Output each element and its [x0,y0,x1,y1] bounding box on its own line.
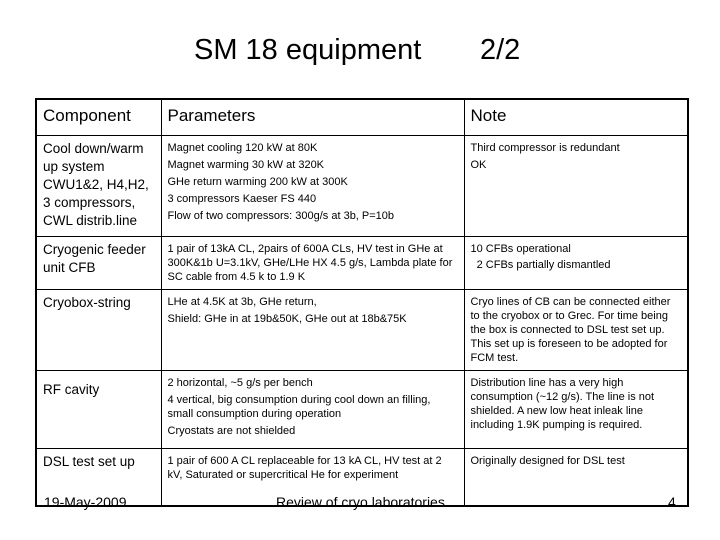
parameters-cell [161,371,464,449]
note-cell [464,136,688,237]
component-line: Cool down/warm up system [43,141,144,174]
note-cell [464,449,688,507]
component-cell [36,136,161,237]
parameter-line: Shield: GHe in at 19b&50K, GHe out at 18b&75K [167,313,407,325]
note-line: 10 CFBs operational [470,243,571,255]
note-cell [464,290,688,371]
parameter-line: 2 horizontal, ~5 g/s per bench [167,377,313,389]
parameter-line: Magnet warming 30 kW at 320K [167,159,325,171]
equipment-table [35,98,689,507]
parameter-line: GHe return warming 200 kW at 300K [167,176,348,188]
parameter-line: Flow of two compressors: 300g/s at 3b, P=10b [167,210,395,222]
slide-title-text: SM 18 equipment [194,34,422,66]
header-component: Component [36,99,161,136]
parameters-cell [161,136,464,237]
note-line: 2 CFBs partially dismantled [470,259,611,271]
table-header-row [36,99,688,136]
note-line: Distribution line has a very high consumption (~12 g/s). The line is not shielded. A new low heat inleak line including 1.9K pumping is required. [470,377,655,431]
component-line: Cryobox-string [43,295,131,310]
table-row [36,136,688,237]
table-row [36,371,688,449]
slide-title [0,34,720,74]
parameters-cell [161,237,464,290]
component-line: Cryogenic feeder unit CFB [43,242,146,275]
parameter-line: 1 pair of 13kA CL, 2pairs of 600A CLs, HV test in GHe at 300K&1b U=3.1kV, GHe/LHe HX 4.5 g/s, Lambda plate for SC cable from 4.5 k to 1.9 K [167,243,453,283]
parameter-line: Cryostats are not shielded [167,425,296,437]
note-cell [464,237,688,290]
parameter-line: 4 vertical, big consumption during cool down an filling, small consumption during operation [167,394,431,420]
parameter-line: LHe at 4.5K at 3b, GHe return, [167,296,317,308]
parameter-line: Magnet cooling 120 kW at 80K [167,142,318,154]
parameter-line: 3 compressors Kaeser FS 440 [167,193,317,205]
note-line: Third compressor is redundant [470,142,620,154]
note-line: Cryo lines of CB can be connected either to the cryobox or to Grec. For time being the box is connected to DSL test set up. This set up is foreseen to be adopted for FCM test. [470,296,671,364]
header-parameters: Parameters [161,99,464,136]
table-row [36,237,688,290]
parameter-line: 1 pair of 600 A CL replaceable for 13 kA CL, HV test at 2 kV, Saturated or supercritical He for experiment [167,455,442,481]
slide-title-page: 2/2 [480,34,521,66]
header-note: Note [464,99,688,136]
footer-page-number: 4 [668,494,676,510]
footer-title: Review of cryo laboratories [276,494,445,510]
table-row [36,290,688,371]
component-line: CWU1&2, H4,H2, 3 compressors, CWL distrib.line [43,177,149,228]
component-cell [36,290,161,371]
footer-date: 19-May-2009 [44,494,127,510]
component-cell [36,237,161,290]
note-line: Originally designed for DSL test [470,455,625,467]
component-line: RF cavity [43,382,100,397]
component-line: DSL test set up [43,454,135,469]
note-line: OK [470,159,487,171]
note-cell [464,371,688,449]
component-cell [36,371,161,449]
parameters-cell [161,290,464,371]
